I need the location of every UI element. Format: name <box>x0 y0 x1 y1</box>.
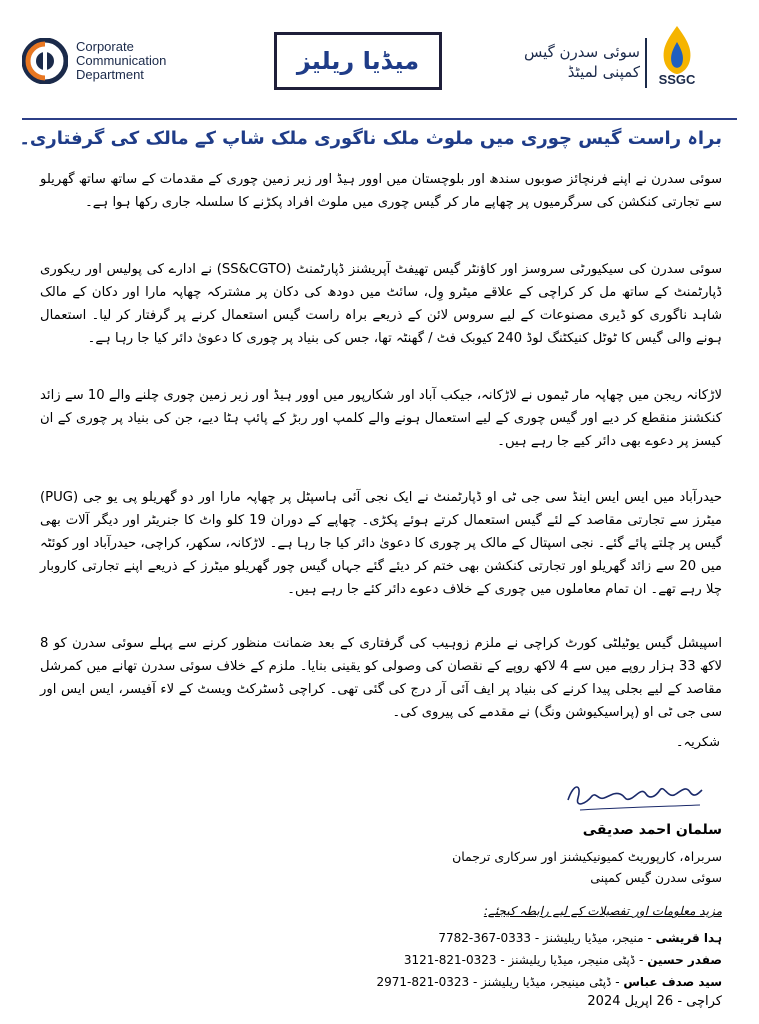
header-rule <box>22 118 737 120</box>
signatory-title: سربراہ، کارپوریٹ کمیونیکیشنز اور سرکاری ترجمان <box>452 849 722 864</box>
contact-role: منیجر، میڈیا ریلیشنز <box>543 931 644 945</box>
paragraph-5: اسپیشل گیس یوٹیلٹی کورٹ کراچی نے ملزم زوہیب کی گرفتاری کے بعد ضمانت منظور کرنے سے پہلے سوئی سدرن کو 8 لاکھ 33 ہزار روپے میں سے 4 لاکھ روپے کے نقصان کی وصولی کو یقینی بنایا۔ ملزم کے خلاف سوئی سدرن تھانے میں کمرشل مقاصد کے لیے بجلی پیدا کرنے کی بنیاد پر ایف آئی آر درج کی گئی تھی۔ کراچی ڈسٹرکٹ ویسٹ کے لاء آفیسر، ایس ایس اور سی جی ٹی او (پراسیکیوشن ونگ) نے مقدمے کی پیروی کی۔ <box>40 636 723 720</box>
media-release-title: میڈیا ریلیز <box>296 47 420 75</box>
ccd-logo-icon <box>22 38 68 84</box>
contact-name: ہدا قریشی <box>655 931 722 945</box>
department-line-1: Corporate <box>76 39 134 54</box>
signatory-company: سوئی سدرن گیس کمپنی <box>590 870 722 885</box>
thanks-text: شکریہ۔ <box>675 735 720 750</box>
paragraph-1: سوئی سدرن نے اپنے فرنچائز صوبوں سندھ اور بلوچستان میں اوور ہیڈ اور زیر زمین چوری کے مقدمات کے ساتھ ساتھ گھریلو سے تجارتی کنکشن کی سرگرمیوں پر چھاپے مار کر گیس چوری میں ملوث افراد پکڑنے کا سلسلہ جاری رکھا ہوا ہے۔ <box>40 172 722 210</box>
handwritten-signature <box>560 770 710 820</box>
department-name <box>76 40 166 82</box>
headline: براہ راست گیس چوری میں ملوث ملک ناگوری ملک شاپ کے مالک کی گرفتاری۔ <box>19 128 722 149</box>
media-release-box <box>274 32 442 90</box>
dateline: کراچی - 26 اپریل 2024 <box>587 994 722 1009</box>
contact-role: ڈپٹی مینیجر، میڈیا ریلیشنز <box>481 975 612 989</box>
ssgc-logo-text: SSGC <box>658 72 696 87</box>
signatory-name: سلمان احمد صدیقی <box>582 822 722 838</box>
company-line-2: کمپنی لمیٹڈ <box>567 63 640 81</box>
contact-phone: 0323-821-2971 <box>376 975 470 989</box>
contact-name: صفدر حسین <box>647 953 722 967</box>
company-name-urdu <box>512 42 640 82</box>
department-line-3: Department <box>76 67 144 82</box>
contact-phone: 0333-367-7782 <box>438 931 532 945</box>
signatory-title-block <box>400 846 722 888</box>
contact-row: صفدر حسین - ڈپٹی منیجر، میڈیا ریلیشنز - 0323-821-3121 <box>403 953 722 967</box>
logo-divider <box>645 38 647 88</box>
department-line-2: Communication <box>76 53 167 68</box>
contact-name: سید صدف عباس <box>623 975 722 989</box>
contact-heading: مزید معلومات اور تفصیلات کے لیے رابطہ کیجئے: <box>483 904 722 918</box>
paragraph-3: لاڑکانہ ریجن میں چھاپہ مار ٹیموں نے لاڑکانہ، جیکب آباد اور شکارپور میں اوور ہیڈ اور زیر زمین چوری چلنے والے 10 سے زائد کنکشنز منقطع کر دیے اور گیس چوری کے لیے استعمال ہونے والے کلمپ اور ربڑ کے پائپ ہٹا دیے، جن کی بنیاد پر چوری کے ان کیسز پر دعوے بھی دائر کیے جا رہے ہیں۔ <box>40 388 722 449</box>
contact-phone: 0323-821-3121 <box>403 953 497 967</box>
contact-row: ہدا قریشی - منیجر، میڈیا ریلیشنز - 0333-367-7782 <box>438 931 722 945</box>
contact-role: ڈپٹی منیجر، میڈیا ریلیشنز <box>508 953 636 967</box>
contact-row: سید صدف عباس - ڈپٹی مینیجر، میڈیا ریلیشنز - 0323-821-2971 <box>376 975 722 989</box>
paragraph-4: حیدرآباد میں ایس ایس اینڈ سی جی ٹی او ڈپارٹمنٹ نے ایک نجی آئی ہاسپٹل پر چھاپہ مارا اور دو گھریلو پی یو جی (PUG) میٹرز سے تجارتی مقاصد کے لئے گیس استعمال کرتے ہوئے پکڑی۔ چھاپے کے دوران 19 کلو واٹ کا جنریٹر اور دیگر آلات بھی گیس پر چلتے پائے گئے۔ نجی اسپتال کے مالک پر چوری کا دعویٰ دائر کیا جا رہا ہے۔ لاڑکانہ، سکھر، کراچی، حیدرآباد اور کوئٹہ میں 20 سے زائد گھریلو اور تجارتی کنکشن بھی ختم کر دیئے گئے جہاں گیس چور گھریلو میٹرز کے ذریعے اپنے تجارتی کاروبار چلا رہے تھے۔ ان تمام معاملوں میں چوری کے خلاف دعوے دائر کئے جا رہے ہیں۔ <box>40 490 722 597</box>
paragraph-2: سوئی سدرن کی سیکیورٹی سروسز اور کاؤنٹر گیس تھیفٹ آپریشنز ڈپارٹمنٹ (SS&CGTO) نے ادارے کی پولیس اور ریکوری ڈپارٹمنٹ کے ساتھ مل کر کراچی کے علاقے میٹرو وِل، سائٹ میں دودھ کی دکان پر مشترکہ چھاپہ مارا اور دکان کے مالک شاہد ناگوری کو ڈیری مصنوعات کے لیے سروس لائن کے ذریعے براہ راست گیس استعمال کرنے پر گرفتار کر لیا۔ استعمال ہونے والی گیس کا ٹوٹل کنیکٹنگ لوڈ 240 کیوبک فٹ / گھنٹہ تھا، جس کی بنیاد پر چوری کا دعویٰ دائر کیا جا رہا ہے۔ <box>40 262 722 346</box>
company-line-1: سوئی سدرن گیس <box>523 43 640 61</box>
